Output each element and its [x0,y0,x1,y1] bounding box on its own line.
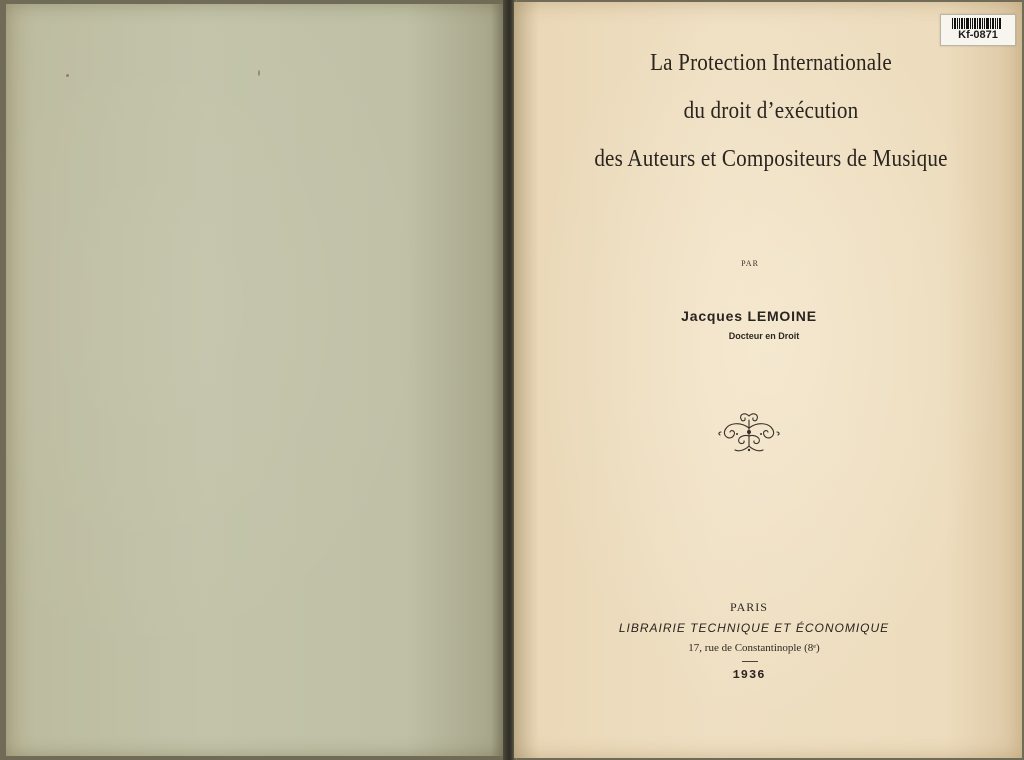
publisher-name: LIBRAIRIE TECHNIQUE ET ÉCONOMIQUE [618,621,890,635]
library-label [940,14,1016,46]
title-line-1: La Protection Internationale [650,50,892,76]
title-line-3: des Auteurs et Compositeurs de Musique [594,146,948,172]
barcode-icon [952,18,1002,29]
by-label: PAR [741,259,759,268]
call-number: Kf-0871 [958,29,998,41]
floral-ornament-icon [717,410,781,456]
author-degree: Docteur en Droit [728,331,800,341]
title-line-2: du droit d’exécution [683,98,859,124]
publication-year: 1936 [732,668,766,682]
publisher-address: 17, rue de Constantinople (8ᵉ) [688,642,820,654]
left-endpaper [6,4,506,756]
separator-rule [742,661,758,662]
author-name: Jacques LEMOINE [681,308,817,324]
paper-speck [66,74,69,77]
paper-speck [258,70,260,76]
publication-city: PARIS [730,600,768,614]
title-page [514,2,1022,758]
